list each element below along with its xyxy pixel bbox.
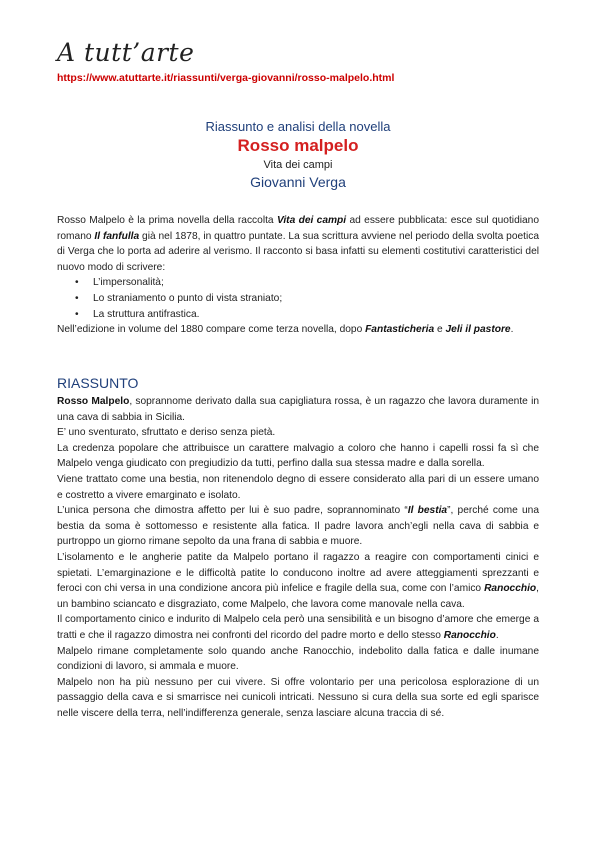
features-list [57, 275, 539, 322]
emphasis-text: Il fanfulla [94, 230, 140, 242]
summary-paragraph: La credenza popolare che attribuisce un carattere malvagio a coloro che hanno i capelli rossi fa sì che Malpelo venga giudicato con pregiudizio da tutti, perfino dalla sua stessa madre e dalla sorella. [57, 442, 539, 470]
list-item [75, 307, 539, 323]
document-title: Rosso malpelo [237, 136, 359, 155]
emphasis-text: Ranocchio [443, 629, 496, 641]
emphasis-text: Ranocchio [484, 583, 537, 595]
bullet-icon: • [75, 308, 79, 320]
emphasis-text: Jeli il pastore [445, 324, 511, 336]
emphasis-text: Rosso Malpelo [57, 396, 130, 407]
summary-paragraph: Il comportamento cinico e indurito di Malpelo cela però una sensibilità e un bisogno d’amore che emerge a tratti e che il ragazzo dimostra nei confronti del ricordo del padre morto e dello stesso Ranocchio. [57, 614, 539, 641]
emphasis-text: Il bestia [407, 505, 448, 517]
list-item-text: L’impersonalità; [93, 277, 164, 289]
emphasis-text: Vita dei campi [276, 215, 347, 226]
summary-paragraph: L’unica persona che dimostra affetto per lui è suo padre, soprannominato “Il bestia”, perché come una bestia da soma è sottomesso e resistente alla fatica. Il padre lavora anch’egli nella cava di sabbia e purtroppo un giorno rimane sepolto da una frana di sabbia e muore. [57, 505, 539, 548]
site-logo: A tutt’arte [57, 38, 195, 67]
author-name: Giovanni Verga [250, 174, 346, 190]
intro-paragraph-2: Nell’edizione in volume del 1880 compare come terza novella, dopo Fantasticheria e Jeli il pastore. [57, 324, 514, 336]
source-url-link[interactable]: https://www.atuttarte.it/riassunti/verga-giovanni/rosso-malpelo.html [57, 72, 395, 84]
summary-paragraph: L’isolamento e le angherie patite da Malpelo portano il ragazzo a reagire con comportamenti cinici e spietati. L’emarginazione e le difficoltà patite lo conducono inoltre ad avere atteggiamenti sprezzanti e feroci con chi versa in una condizione ancora più infelice e fragile della sua, come con l’amico Ranocchio, un bambino sciancato e disgraziato, come Malpelo, che lavora come manovale nella cava. [57, 551, 539, 610]
summary-paragraph: Viene trattato come una bestia, non ritenendolo degno di essere considerato alla pari di un essere umano e costretto a vivere emarginato e isolato. [57, 473, 539, 501]
intro-paragraph-1: Rosso Malpelo è la prima novella della raccolta Vita dei campi ad essere pubblicata: esce sul quotidiano romano Il fanfulla già nel 1878, in quattro puntate. La sua scrittura avviene nel periodo della svolta poetica di Verga che lo porta ad aderire al verismo. Il racconto si basa infatti su elementi costitutivi caratteristici del nuovo modo di scrivere: [57, 215, 540, 273]
collection-name: Vita dei campi [263, 159, 333, 171]
list-item-text: La struttura antifrastica. [93, 308, 200, 320]
riassunto-section [57, 394, 539, 721]
summary-paragraph: Malpelo non ha più nessuno per cui vivere. Si offre volontario per una pericolosa esplorazione di un passaggio della cava e si smarrisce nei cunicoli intricati. Nessuno si cura della sua sorte ed egli sparisce nelle viscere della terra, nell’indifferenza generale, senza lasciare alcuna traccia di sé. [57, 676, 539, 719]
bullet-icon: • [75, 292, 79, 304]
summary-paragraph: E’ uno sventurato, sfruttato e deriso senza pietà. [57, 427, 276, 439]
summary-paragraph: Malpelo rimane completamente solo quando anche Ranocchio, indebolito dalla fatica e dalle inumane condizioni di lavoro, si ammala e muore. [57, 645, 539, 673]
summary-paragraph: Rosso Malpelo, soprannome derivato dalla sua capigliatura rossa, è un ragazzo che lavora duramente in una cava di sabbia in Sicilia. [57, 396, 540, 423]
bullet-icon: • [75, 277, 79, 289]
list-item [75, 291, 539, 307]
document-subtitle: Riassunto e analisi della novella [205, 119, 391, 134]
list-item-text: Lo straniamento o punto di vista straniato; [93, 292, 283, 304]
section-heading-riassunto: RIASSUNTO [57, 375, 139, 391]
list-item [75, 275, 539, 291]
emphasis-text: Fantasticheria [365, 324, 435, 336]
intro-section [57, 213, 539, 338]
